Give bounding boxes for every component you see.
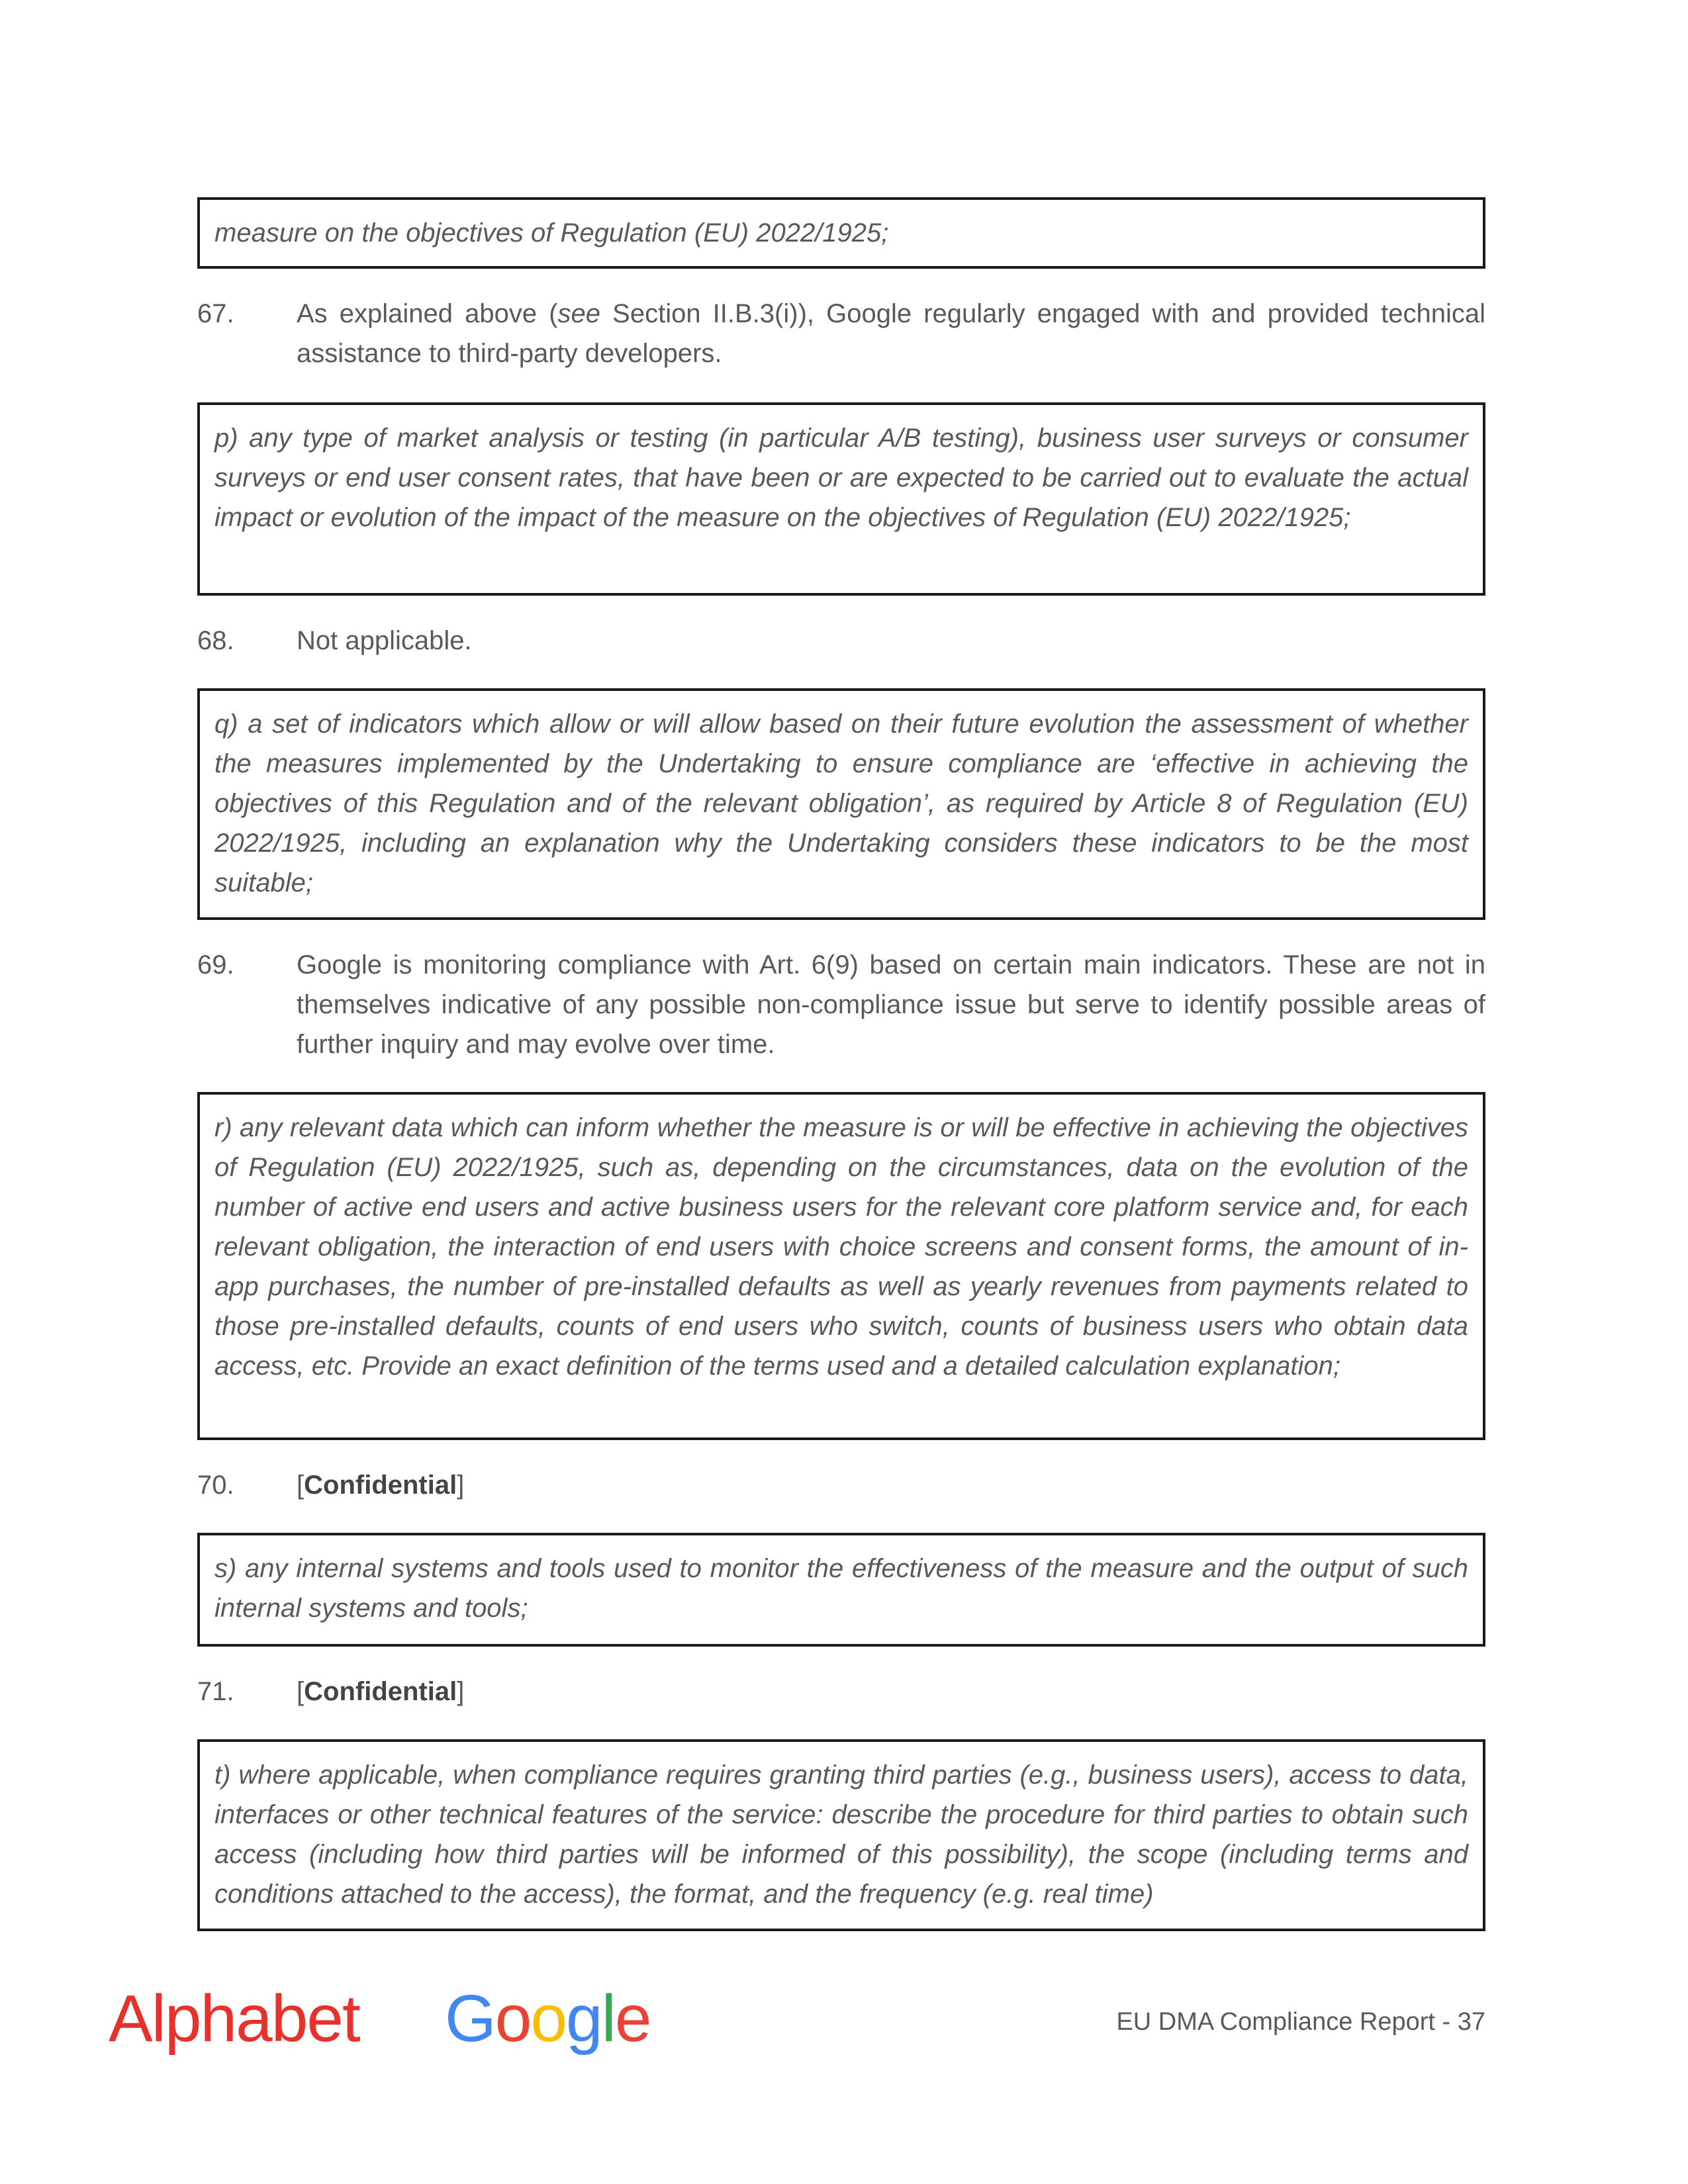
quoted-request-text: measure on the objectives of Regulation (EU) 2022/1925; xyxy=(214,218,889,248)
paragraph-number: 69. xyxy=(197,950,234,979)
google-logo-letter: g xyxy=(566,1981,602,2056)
paragraph-text xyxy=(297,294,1485,373)
paragraph-text: Google is monitoring compliance with Art. 6(9) based on certain main indicators. These are not in themselves indicative of any possible non-compliance issue but serve to identify possible areas of further inquiry and may evolve over time. xyxy=(297,950,1485,1059)
bracket: ] xyxy=(457,1677,465,1706)
quoted-request-r xyxy=(197,1092,1485,1440)
quoted-request-o-tail xyxy=(197,197,1485,269)
paragraph-text-part: As explained above ( xyxy=(297,299,558,328)
paragraph-text-part: Section II.B.3(i)), Google regularly engaged with and provided technical assistance to third-party developers. xyxy=(297,299,1486,368)
page-footer-label: EU DMA Compliance Report - 37 xyxy=(1116,2008,1485,2036)
quoted-request-text: s) any internal systems and tools used to monitor the effectiveness of the measure and the output of such internal systems and tools; xyxy=(214,1554,1468,1623)
bracket: [ xyxy=(297,1677,305,1706)
google-logo-letter: o xyxy=(494,1981,531,2056)
bracket: ] xyxy=(457,1471,465,1500)
paragraph-67 xyxy=(197,294,1485,373)
confidential-label: Confidential xyxy=(304,1677,457,1706)
alphabet-logo: Alphabet xyxy=(109,1981,359,2056)
paragraph-number: 71. xyxy=(197,1677,234,1706)
google-logo-letter: l xyxy=(601,1981,615,2056)
quoted-request-text: p) any type of market analysis or testing (in particular A/B testing), business user surveys or consumer surveys or end user consent rates, that have been or are expected to be carried out to evaluate the actual impact or evolution of the impact of the measure on the objectives of Regulation (EU) 2022/1925; xyxy=(214,424,1468,532)
quoted-request-text: r) any relevant data which can inform whether the measure is or will be effective in achieving the objectives of Regulation (EU) 2022/1925, such as, depending on the circumstances, data on the evolution of the number of active end users and active business users for the relevant core platform service and, for each relevant obligation, the interaction of end users with choice screens and consent forms, the amount of in-app purchases, the number of pre-installed defaults as well as yearly revenues from payments related to those pre-installed defaults, counts of end users who switch, counts of business users who obtain data access, etc. Provide an exact definition of the terms used and a detailed calculation explanation; xyxy=(214,1113,1468,1381)
quoted-request-t xyxy=(197,1739,1485,1931)
quoted-request-text: t) where applicable, when compliance requires granting third parties (e.g., business users), access to data, interfaces or other technical features of the service: describe the procedure for third parties to obtain such access (including how third parties will be informed of this possibility), the scope (including terms and conditions attached to the access), the format, and the frequency (e.g. real time) xyxy=(214,1760,1468,1909)
google-logo xyxy=(445,1979,651,2058)
paragraph-71 xyxy=(197,1672,1485,1711)
confidential-label: Confidential xyxy=(304,1471,457,1500)
paragraph-text: Not applicable. xyxy=(297,626,472,655)
quoted-request-p xyxy=(197,402,1485,596)
quoted-request-s xyxy=(197,1533,1485,1647)
paragraph-number: 68. xyxy=(197,626,234,655)
paragraph-70 xyxy=(197,1465,1485,1505)
emphasis-text: see xyxy=(557,299,601,328)
paragraph-68 xyxy=(197,621,1485,660)
bracket: [ xyxy=(297,1471,305,1500)
google-logo-letter: o xyxy=(530,1981,567,2056)
paragraph-text xyxy=(297,1465,1485,1505)
paragraph-number: 67. xyxy=(197,299,234,328)
paragraph-text xyxy=(297,1672,1485,1711)
paragraph-number: 70. xyxy=(197,1471,234,1500)
google-logo-letter: G xyxy=(445,1981,495,2056)
quoted-request-q xyxy=(197,688,1485,920)
paragraph-69 xyxy=(197,945,1485,1064)
quoted-request-text: q) a set of indicators which allow or will allow based on their future evolution the assessment of whether the measures implemented by the Undertaking to ensure compliance are ‘effective in achieving the objectives of this Regulation and of the relevant obligation’, as required by Article 8 of Regulation (EU) 2022/1925, including an explanation why the Undertaking considers these indicators to be the most suitable; xyxy=(214,709,1468,897)
google-logo-letter: e xyxy=(614,1981,651,2056)
